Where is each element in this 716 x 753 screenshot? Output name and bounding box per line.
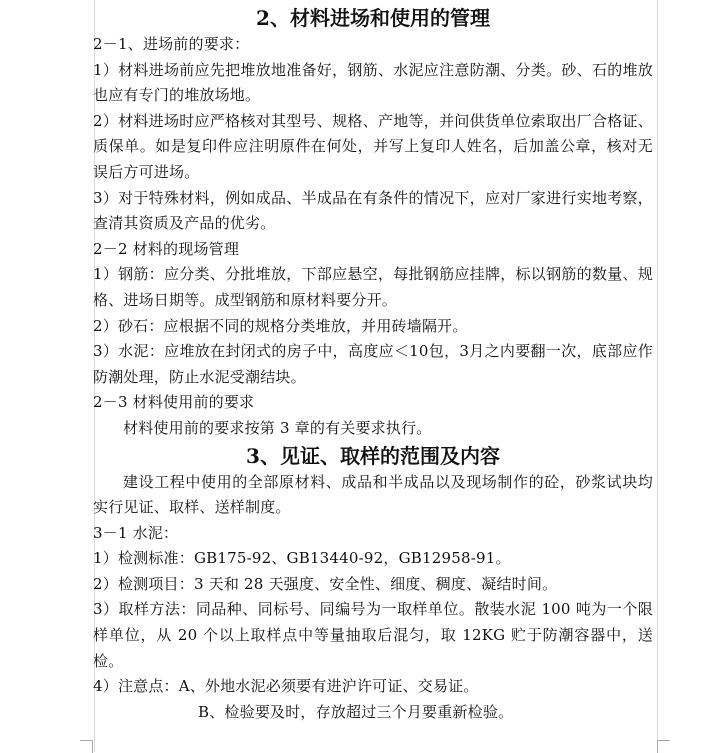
paragraph-3-1-1: 1）检测标准：GB175-92、GB13440-92，GB12958-91。 bbox=[93, 549, 511, 568]
paragraph-2-1-1: 1）材料进场前应先把堆放地准备好，钢筋、水泥应注意防潮、分类。砂、石的堆放也应有专门的堆放场地。 bbox=[93, 60, 653, 105]
crop-mark-bottom-right bbox=[657, 740, 670, 753]
paragraph-2-2-2: 2）砂石：应根据不同的规格分类堆放，并用砖墙隔开。 bbox=[93, 316, 468, 335]
paragraph-2-1-2: 2）材料进场时应严格核对其型号、规格、产地等，并问供货单位索取出厂合格证、质保单。如是复印件应注明原件在何处，并写上复印人姓名，后加盖公章，核对无误后方可进场。 bbox=[93, 111, 653, 181]
paragraph-3-1-2: 2）检测项目：3 天和 28 天强度、安全性、细度、稠度、凝结时间。 bbox=[93, 574, 558, 593]
paragraph-2-2-3: 3）水泥：应堆放在封闭式的房子中，高度应＜10包，3月之内要翻一次，底部应作防潮处理，防止水泥受潮结块。 bbox=[93, 342, 653, 386]
section-heading-3: 3、见证、取样的范围及内容 bbox=[246, 443, 500, 468]
right-margin-line bbox=[657, 0, 658, 752]
subsection-title-2-2: 2－2 材料的现场管理 bbox=[93, 239, 240, 258]
paragraph-3-1-4: 4）注意点：A、外地水泥必须要有进沪许可证、交易证。 bbox=[93, 677, 479, 696]
paragraph-2-2-1: 1）钢筋：应分类、分批堆放，下部应悬空，每批钢筋应挂牌，标以钢筋的数量、规格、进场日期等。成型钢筋和原材料要分开。 bbox=[93, 265, 653, 309]
subsection-title-2-1: 2－1、进场前的要求： bbox=[93, 35, 250, 53]
subsection-title-2-3: 2－3 材料使用前的要求 bbox=[93, 393, 255, 412]
paragraph-3-1-3: 3）取样方法：同品种、同标号、同编号为一取样单位。散装水泥 100 吨为一个限样单位，从 20 个以上取样点中等量抽取后混匀，取 12KG 贮于防潮容器中，送检。 bbox=[93, 600, 653, 670]
paragraph-3-intro: 建设工程中使用的全部原材料、成品和半成品以及现场制作的砼，砂浆试块均实行见证、取样、送样制度。 bbox=[93, 472, 653, 517]
crop-mark-bottom-left bbox=[80, 740, 93, 753]
section-heading-2: 2、材料进场和使用的管理 bbox=[256, 6, 490, 30]
paragraph-2-1-3: 3）对于特殊材料，例如成品、半成品在有条件的情况下，应对厂家进行实地考察，查清其资质及产品的优劣。 bbox=[93, 188, 653, 233]
subsection-title-3-1: 3－1 水泥： bbox=[93, 523, 179, 542]
paragraph-2-3-1: 材料使用前的要求按第 3 章的有关要求执行。 bbox=[123, 418, 432, 437]
paragraph-3-1-5: B、检验要及时，存放超过三个月要重新检验。 bbox=[198, 702, 514, 721]
document-body bbox=[93, 4, 653, 725]
